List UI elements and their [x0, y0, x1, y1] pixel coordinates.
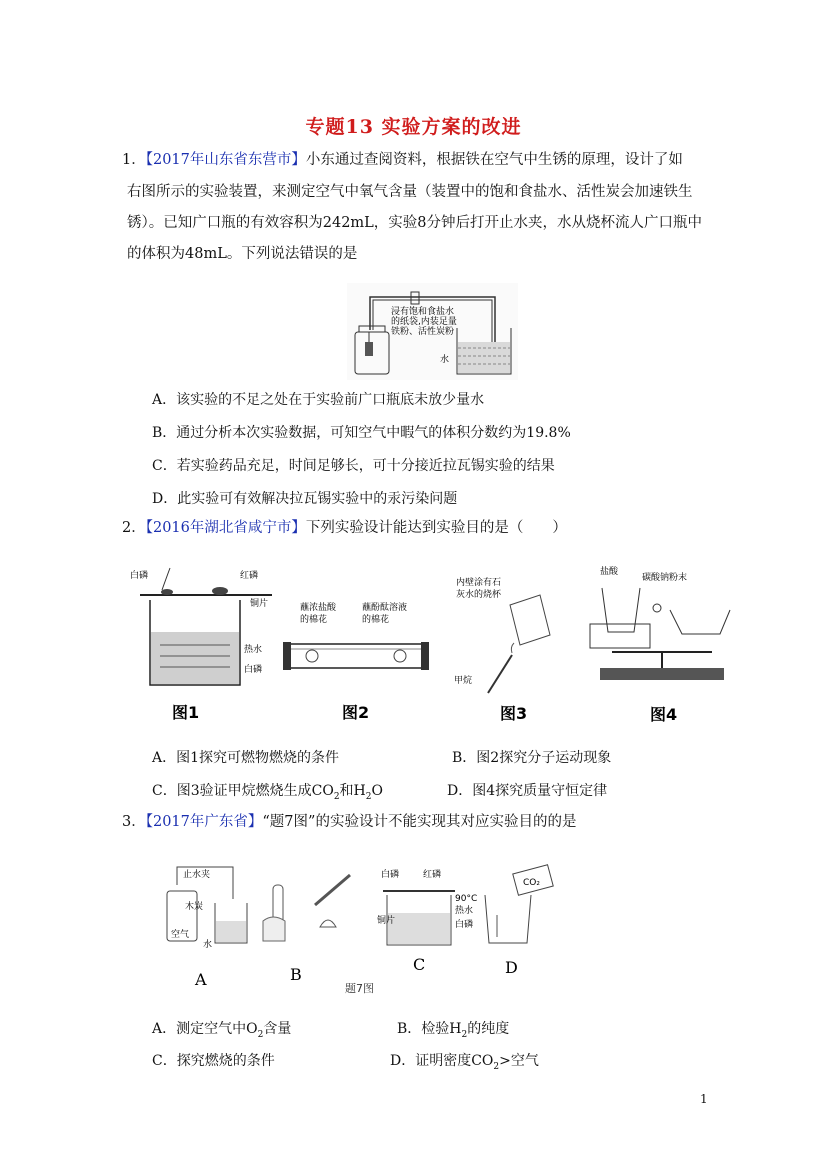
q3-stem: “题7图”的实验设计不能实现其对应实验目的的是: [262, 814, 577, 830]
q3-figC-letter: C: [413, 955, 426, 974]
q3-figA-note-clamp: 止水夹: [183, 870, 211, 880]
q2-fig2-note1: 蘸浓盐酸: [300, 603, 337, 613]
q2-fig3-note-methane: 甲烷: [454, 676, 473, 686]
page-number: 1: [700, 1092, 708, 1106]
q1-line2: 右图所示的实验装置，来测定空气中氧气含量（装置中的饱和食盐水、活性炭会加速铁生: [127, 184, 693, 200]
q3-figure: [155, 855, 560, 1000]
q3-option-c: C．探究燃烧的条件: [152, 1053, 275, 1069]
q1-line3: 锈）。已知广口瓶的有效容积为242mL，实验8分钟后打开止水夹，水从烧杯流人广口瓶中: [127, 215, 703, 231]
q2-fig2-note4: 的棉花: [362, 615, 390, 625]
q2-figure-2: [282, 590, 432, 725]
q2-number: 2．: [122, 520, 146, 536]
q2-option-c: C．图3验证甲烷燃烧生成$CO_2$和$H_2O$: [152, 783, 383, 802]
q2-fig3-note2: 灰水的烧杯: [456, 590, 502, 600]
q1-fig-note2: 的纸袋,内装足量: [391, 317, 457, 327]
q2-option-a: A．图1探究可燃物燃烧的条件: [152, 750, 340, 766]
q2-stem: 下列实验设计能达到实验目的是（ ）: [305, 520, 567, 536]
q1-text1: 小东通过查阅资料，根据铁在空气中生锈的原理，设计了如: [305, 152, 683, 168]
q2-figure-4: [582, 560, 732, 725]
q2-fig4-note-acid: 盐酸: [600, 567, 619, 577]
q1-option-b: B．通过分析本次实验数据，可知空气中暇气的体积分数约为19.8%: [152, 425, 571, 441]
q3-figA-letter: A: [195, 970, 207, 989]
q1-option-d: D．此实验可有效解决拉瓦锡实验中的汞污染问题: [152, 491, 458, 507]
q1-line4: 的体积为48mL。下列说法错误的是: [127, 246, 358, 262]
q2-fig1-note-white-phosphorus-2: 白磷: [244, 665, 263, 675]
q3-figA-note-air: 空气: [171, 930, 190, 940]
q1-line1: [122, 150, 683, 170]
q3-number: 3．: [122, 814, 146, 830]
q1-fig-note1: 浸有饱和食盐水: [391, 307, 455, 317]
q2-fig1-note-copper: 铜片: [250, 599, 269, 609]
q3-figC-note3: 90°C: [455, 894, 478, 904]
q3-line1: [122, 812, 576, 832]
q2-figure-3: [450, 565, 570, 725]
q2-fig3-label: 图3: [500, 704, 528, 723]
q1-number: 1．: [122, 152, 146, 168]
q2-fig4-label: 图4: [650, 705, 678, 724]
q1-option-a: A．该实验的不足之处在于实验前广口瓶底未放少量水: [152, 392, 485, 408]
q3-figD-note: CO₂: [523, 878, 540, 888]
q2-fig3-note1: 内壁涂有石: [456, 578, 502, 588]
q2-option-d: D．图4探究质量守恒定律: [447, 783, 608, 799]
q3-figB-letter: B: [290, 965, 302, 984]
q3-option-d: D．证明密度$CO_2>$空气: [390, 1053, 539, 1072]
q3-figD-letter: D: [505, 958, 518, 977]
q1-source: 【2017年山东省东营市】: [145, 152, 306, 168]
q3-option-b: B．检验$H_2$的纯度: [397, 1021, 510, 1040]
q2-fig2-label: 图2: [342, 703, 370, 722]
q2-fig1-note-hot-water: 热水: [244, 645, 263, 655]
q2-source: 【2016年湖北省咸宁市】: [145, 520, 306, 536]
q2-fig1-note-red-phosphorus: 红磷: [240, 571, 259, 581]
q2-option-b: B．图2探究分子运动现象: [452, 750, 612, 766]
page-title: 专题13 实验方案的改进: [305, 116, 522, 138]
q2-fig4-note-sodium-carbonate: 碳酸钠粉末: [642, 573, 688, 583]
q2-fig2-note2: 的棉花: [300, 615, 328, 625]
q3-figA-note-water: 水: [203, 940, 213, 950]
q3-source: 【2017年广东省】: [145, 814, 263, 830]
q1-fig-water: 水: [440, 355, 450, 365]
q2-fig1-label: 图1: [172, 703, 200, 722]
q2-figure-1: [122, 560, 282, 725]
q1-option-c: C．若实验药品充足，时间足够长，可十分接近拉瓦锡实验的结果: [152, 458, 555, 474]
q3-option-a: A．测定空气中$O_2$含量: [152, 1021, 292, 1040]
q3-figC-note1: 白磷: [381, 870, 400, 880]
q2-fig2-note3: 蘸酚酞溶液: [362, 603, 408, 613]
q2-fig1-note-white-phosphorus: 白磷: [130, 571, 149, 581]
q3-figC-note4: 热水: [455, 906, 474, 916]
q3-figC-note2: 红磷: [423, 870, 442, 880]
q3-figC-note5: 铜片: [377, 916, 396, 926]
q3-figA-note-charcoal: 木炭: [185, 902, 204, 912]
q2-line1: [122, 518, 567, 538]
q1-apparatus-figure: [345, 282, 520, 382]
q3-figC-note6: 白磷: [455, 920, 474, 930]
q1-fig-note3: 铁粉、活性炭粉: [391, 327, 455, 337]
q3-figure-caption: 题7图: [345, 982, 374, 995]
